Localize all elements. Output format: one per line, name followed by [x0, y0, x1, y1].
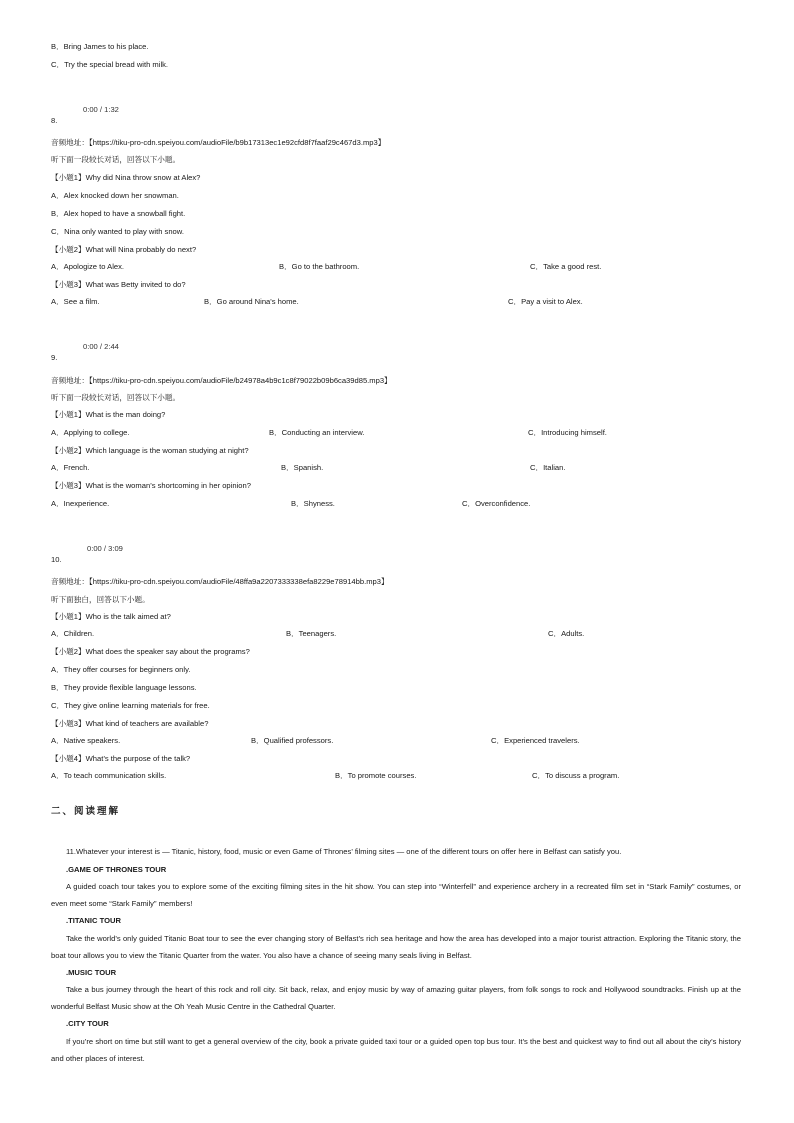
paragraph-game-of-thrones: A guided coach tour takes you to explore some of the exciting filming sites in the hit show. You can step into “Winterfell” and experience archery in a recreated film set in “Stark Family” costumes, or even meet some “Stark Family” members! — [51, 882, 741, 909]
paragraph-city: If you’re short on time but still want to get a general overview of the city, book a private guided taxi tour or a guided open top bus tour. It’s the best and quickest way to find out all about the city’s history and other places of interest. — [51, 1037, 741, 1064]
option-10-1-a: A．Children. — [51, 629, 95, 638]
audio-url-8: 音频地址：【https://tiku-pro-cdn.speiyou.com/audioFile/b9b17313ec1e92cfd8f7faaf29c467d3.mp3】 — [51, 138, 386, 147]
question-number-8: 8. — [51, 116, 58, 125]
option-10-4-a: A．To teach communication skills. — [51, 771, 167, 780]
audio-url-10: 音频地址：【https://tiku-pro-cdn.speiyou.com/audioFile/48ffa9a2207333338efa8229e78914bb.mp3】 — [51, 577, 389, 586]
option-10-1-c: C．Adults. — [548, 629, 585, 638]
section-title-reading: 二、阅读理解 — [51, 806, 121, 817]
heading-city: .CITY TOUR — [66, 1019, 109, 1028]
question-number-10: 10. — [51, 555, 62, 564]
instruction-9: 听下面一段较长对话，回答以下小题。 — [51, 393, 181, 402]
option-8-3-c: C．Pay a visit to Alex. — [508, 297, 583, 306]
option-9-3-c: C．Overconfidence. — [462, 499, 531, 508]
instruction-10: 听下面独白，回答以下小题。 — [51, 595, 150, 604]
sub-question-9-1: 【小题1】What is the man doing? — [51, 410, 166, 419]
option-9-2-c: C．Italian. — [530, 463, 566, 472]
sub-question-10-2: 【小题2】What does the speaker say about the programs? — [51, 647, 250, 656]
option-10-3-c: C．Experienced travelers. — [491, 736, 580, 745]
sub-question-9-2: 【小题2】Which language is the woman studying at night? — [51, 446, 249, 455]
paragraph-titanic: Take the world’s only guided Titanic Boat tour to see the ever changing story of Belfast’s rich sea heritage and how the area has developed into a major tourist attraction. Exploring the Titanic story, the boat tour allows you to view the Titanic Quarter from the water. You also have a chance of seeing many seals living in Belfast. — [51, 934, 741, 961]
option-10-2-c: C．They give online learning materials for free. — [51, 701, 210, 710]
sub-question-9-3: 【小题3】What is the woman’s shortcoming in her opinion? — [51, 481, 251, 490]
option-9-1-a: A．Applying to college. — [51, 428, 130, 437]
option-10-3-b: B．Qualified professors. — [251, 736, 334, 745]
option-b: B．Bring James to his place. — [51, 42, 149, 51]
audio-player-time-8[interactable]: 0:00 / 1:32 — [83, 105, 119, 114]
option-10-2-a: A．They offer courses for beginners only. — [51, 665, 191, 674]
sub-question-8-2: 【小题2】What will Nina probably do next? — [51, 245, 197, 254]
sub-question-10-1: 【小题1】Who is the talk aimed at? — [51, 612, 171, 621]
option-10-4-b: B．To promote courses. — [335, 771, 417, 780]
paragraph-music: Take a bus journey through the heart of this rock and roll city. Sit back, relax, and enjoy music by way of amazing guitar players, from folk songs to rock and Hollywood soundtracks. Finish up at the wonderful Belfast Music show at the Oh Yeah Music Centre in the Cathedral Quarter. — [51, 985, 741, 1012]
audio-player-time-10[interactable]: 0:00 / 3:09 — [87, 544, 123, 553]
option-8-1-a: A．Alex knocked down her snowman. — [51, 191, 179, 200]
sub-question-8-1: 【小题1】Why did Nina throw snow at Alex? — [51, 173, 201, 182]
sub-question-8-3: 【小题3】What was Betty invited to do? — [51, 280, 186, 289]
option-c: C．Try the special bread with milk. — [51, 60, 169, 69]
heading-game-of-thrones: .GAME OF THRONES TOUR — [66, 865, 167, 874]
option-8-1-c: C．Nina only wanted to play with snow. — [51, 227, 184, 236]
sub-question-10-4: 【小题4】What’s the purpose of the talk? — [51, 754, 191, 763]
question-number-9: 9. — [51, 353, 58, 362]
heading-titanic: .TITANIC TOUR — [66, 916, 121, 925]
option-10-3-a: A．Native speakers. — [51, 736, 121, 745]
option-8-2-a: A．Apologize to Alex. — [51, 262, 125, 271]
audio-player-time-9[interactable]: 0:00 / 2:44 — [83, 342, 119, 351]
option-8-2-c: C．Take a good rest. — [530, 262, 602, 271]
option-9-2-b: B．Spanish. — [281, 463, 324, 472]
option-9-2-a: A．French. — [51, 463, 90, 472]
option-9-1-b: B．Conducting an interview. — [269, 428, 365, 437]
option-10-2-b: B．They provide flexible language lessons. — [51, 683, 197, 692]
sub-question-10-3: 【小题3】What kind of teachers are available? — [51, 719, 209, 728]
option-10-4-c: C．To discuss a program. — [532, 771, 620, 780]
option-9-3-b: B．Shyness. — [291, 499, 335, 508]
instruction-8: 听下面一段较长对话，回答以下小题。 — [51, 155, 181, 164]
option-8-3-b: B．Go around Nina's home. — [204, 297, 299, 306]
option-8-1-b: B．Alex hoped to have a snowball fight. — [51, 209, 186, 218]
option-9-1-c: C．Introducing himself. — [528, 428, 607, 437]
reading-intro: 11.Whatever your interest is — Titanic, history, food, music or even Game of Thrones’ filming sites — one of the different tours on offer here in Belfast can satisfy you. — [66, 847, 622, 856]
option-10-1-b: B．Teenagers. — [286, 629, 337, 638]
audio-url-9: 音频地址：【https://tiku-pro-cdn.speiyou.com/audioFile/b24978a4b9c1c8f79022b09b6ca39d85.mp3】 — [51, 376, 392, 385]
option-8-3-a: A．See a film. — [51, 297, 100, 306]
option-9-3-a: A．Inexperience. — [51, 499, 110, 508]
option-8-2-b: B．Go to the bathroom. — [279, 262, 360, 271]
heading-music: .MUSIC TOUR — [66, 968, 117, 977]
